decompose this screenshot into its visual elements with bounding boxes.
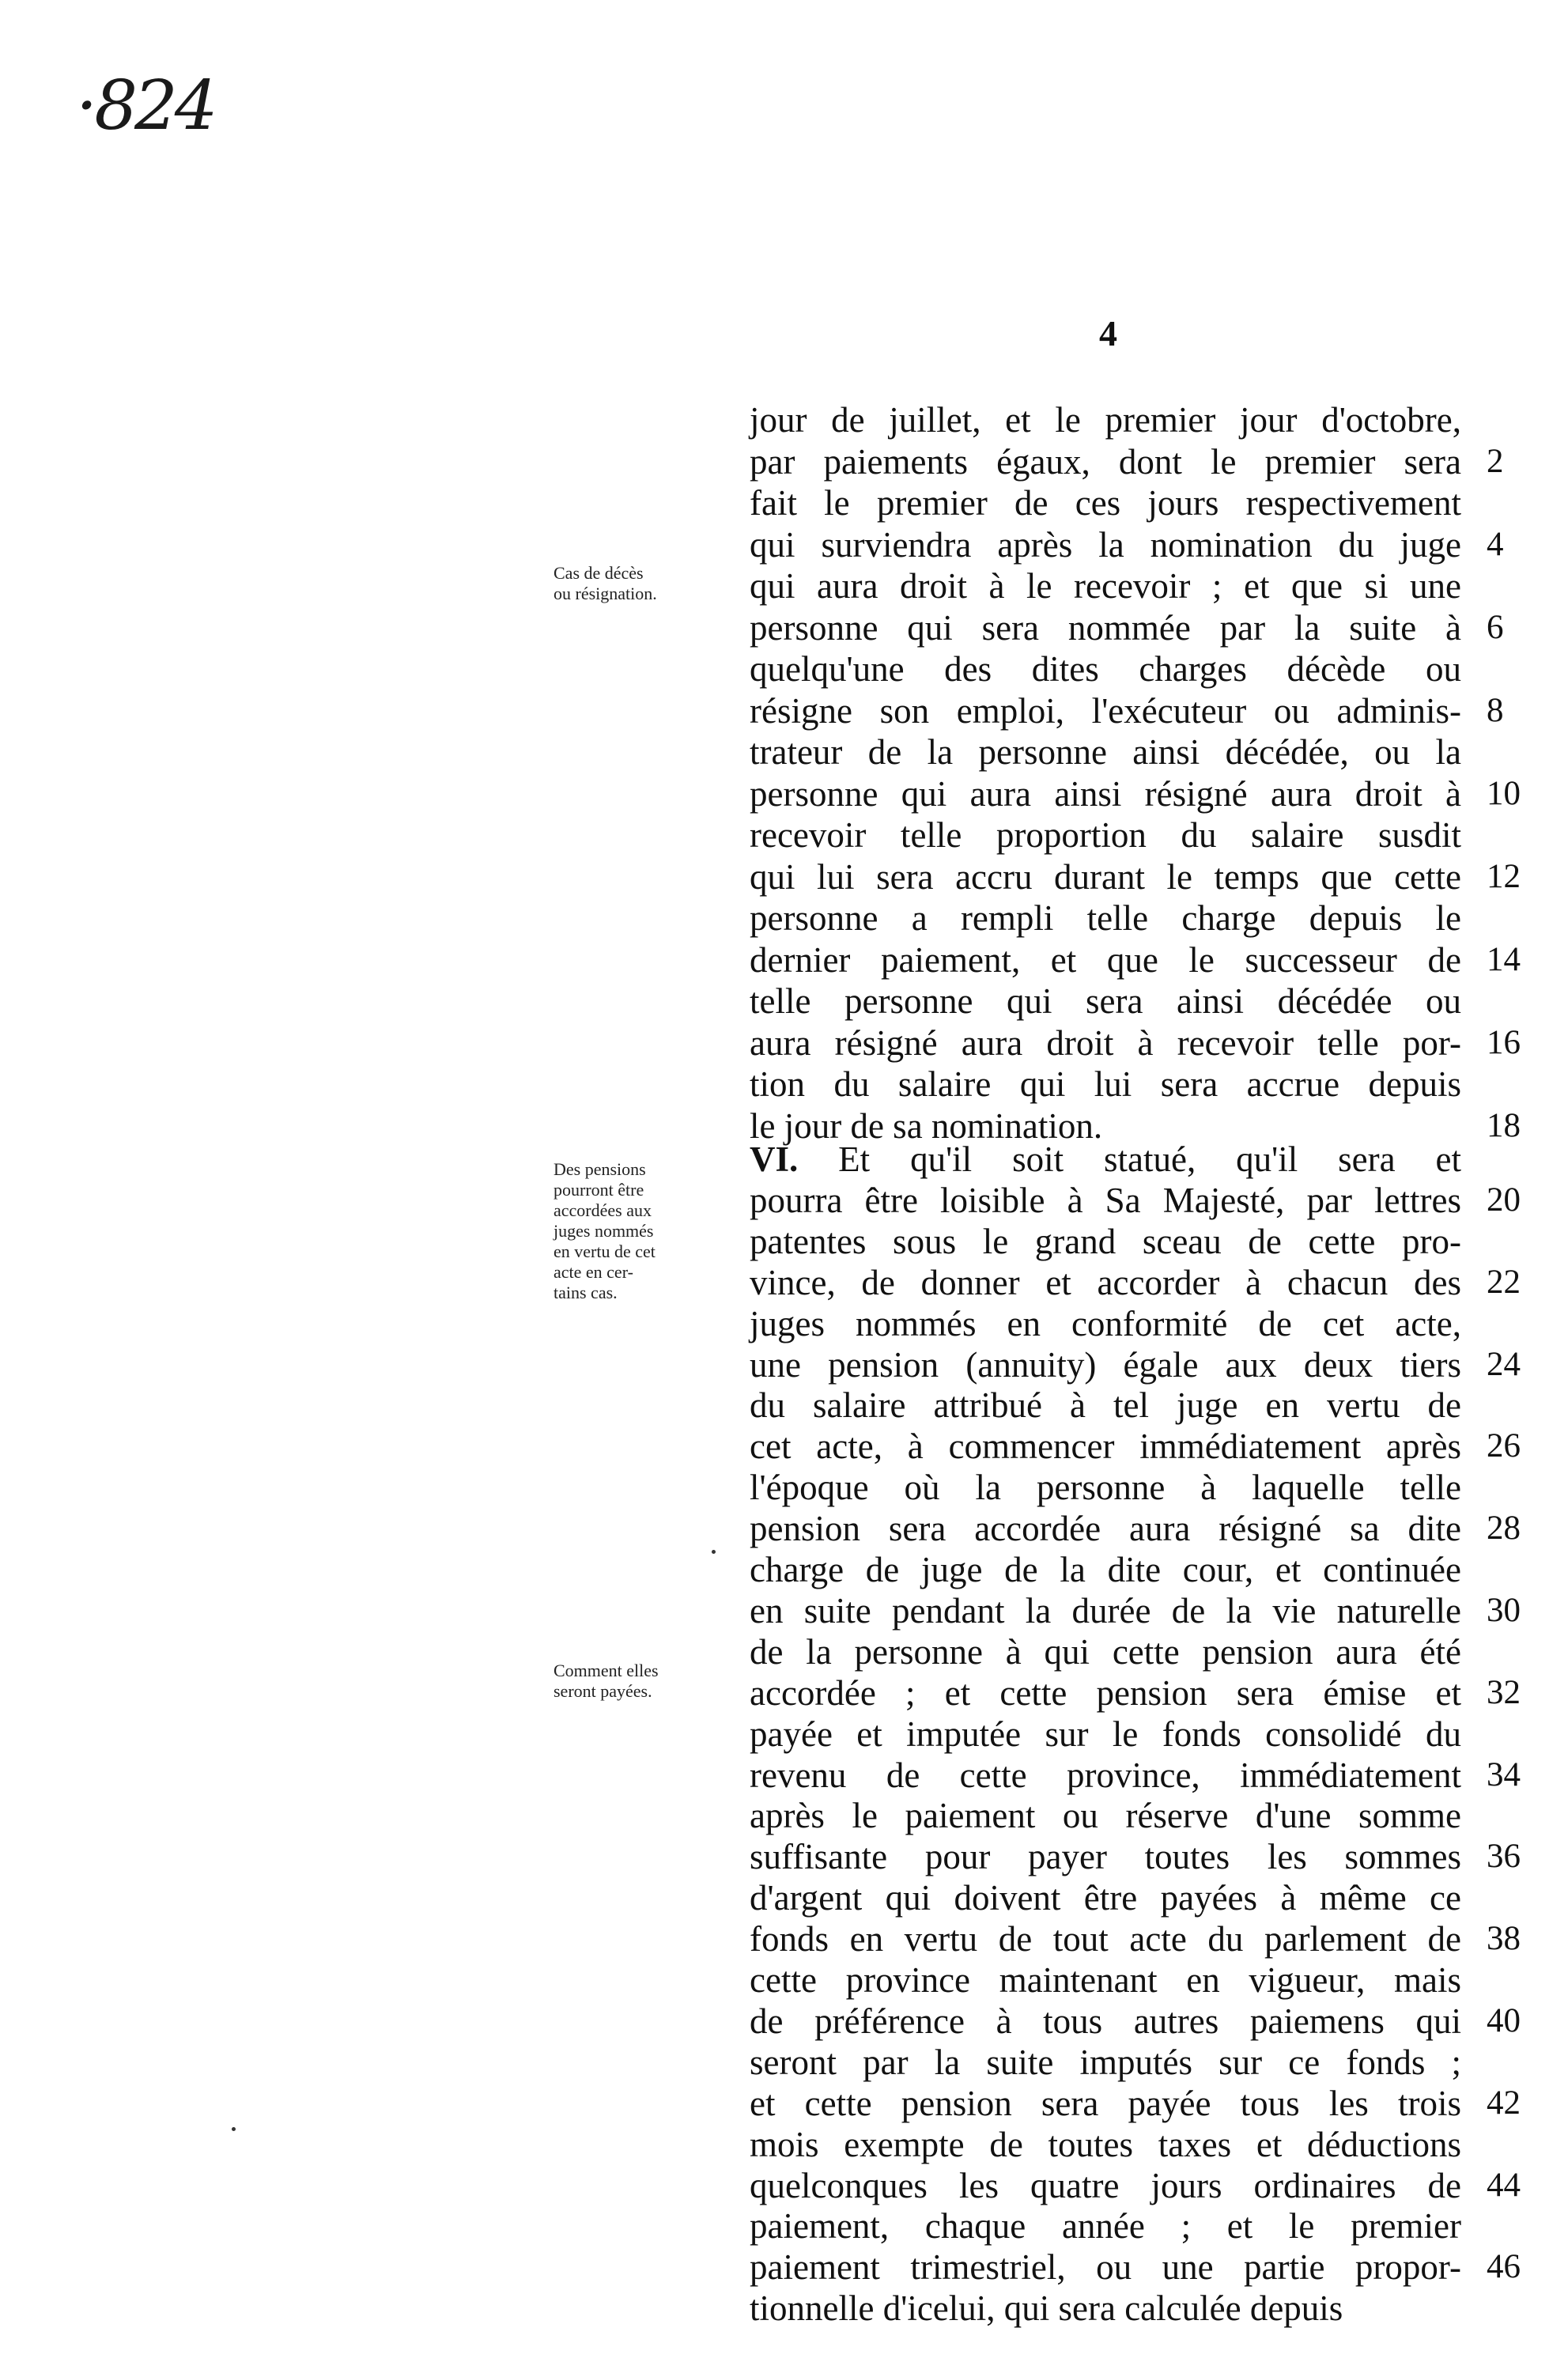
- text-line: en suite pendant la durée de la vie naturelle: [750, 1590, 1461, 1631]
- margin-note-line: Comment elles: [554, 1661, 659, 1680]
- stray-mark: [712, 1550, 716, 1554]
- line-number: 26: [1487, 1427, 1521, 1465]
- section-number: VI.: [750, 1139, 799, 1179]
- margin-note-line: ou résignation.: [554, 584, 657, 603]
- text-line: personne a rempli telle charge depuis le: [750, 898, 1461, 938]
- text-line: suffisante pour payer toutes les sommes: [750, 1837, 1461, 1877]
- text-line: d'argent qui doivent être payées à même ce: [750, 1878, 1461, 1918]
- text-line: trateur de la personne ainsi décédée, ou la: [750, 732, 1461, 772]
- line-number: 6: [1487, 608, 1504, 646]
- margin-note-cas-de-deces: [554, 563, 708, 604]
- margin-note-line: seront payées.: [554, 1681, 652, 1701]
- text-line: jour de juillet, et le premier jour d'octobre,: [750, 400, 1461, 440]
- line-number: 46: [1487, 2248, 1521, 2286]
- text-line: du salaire attribué à tel juge en vertu de: [750, 1385, 1461, 1426]
- line-number: 36: [1487, 1838, 1521, 1876]
- text-line: de la personne à qui cette pension aura été: [750, 1631, 1461, 1672]
- line-number: 34: [1487, 1755, 1521, 1793]
- text-line: de préférence à tous autres paiemens qui: [750, 2001, 1461, 2041]
- line-number: 20: [1487, 1181, 1521, 1219]
- text-line: VI. Et qu'il soit statué, qu'il sera et: [750, 1139, 1461, 1179]
- line-number: 22: [1487, 1263, 1521, 1301]
- line-number: 12: [1487, 857, 1521, 895]
- text-line: quelqu'une des dites charges décède ou: [750, 649, 1461, 689]
- text-line: paiement, chaque année ; et le premier: [750, 2206, 1461, 2247]
- page-number: 4: [1099, 313, 1117, 353]
- text-line: revenu de cette province, immédiatement: [750, 1755, 1461, 1795]
- margin-note-line: Cas de décès: [554, 563, 644, 583]
- text-line: par paiements égaux, dont le premier sera: [750, 441, 1461, 482]
- margin-note-line: accordées aux: [554, 1200, 652, 1220]
- line-number: 32: [1487, 1673, 1521, 1711]
- line-number: 14: [1487, 940, 1521, 978]
- text-line: seront par la suite imputés sur ce fonds ;: [750, 2042, 1461, 2082]
- line-number: 24: [1487, 1345, 1521, 1383]
- text-line: tion du salaire qui lui sera accrue depuis: [750, 1064, 1461, 1104]
- margin-note-line: pourront être: [554, 1180, 644, 1200]
- margin-note-line: acte en cer-: [554, 1262, 633, 1282]
- line-number: 28: [1487, 1510, 1521, 1548]
- text-line: l'époque où la personne à laquelle telle: [750, 1468, 1461, 1508]
- margin-note-line: juges nommés: [554, 1221, 654, 1241]
- text-line: recevoir telle proportion du salaire susdit: [750, 815, 1461, 855]
- text-line: qui aura droit à le recevoir ; et que si une: [750, 566, 1461, 606]
- line-number: 10: [1487, 774, 1521, 812]
- margin-note-des-pensions: [554, 1159, 708, 1303]
- stray-mark: [232, 2127, 236, 2131]
- text-line: cette province maintenant en vigueur, mais: [750, 1960, 1461, 2000]
- text-line: quelconques les quatre jours ordinaires de: [750, 2165, 1461, 2205]
- text-line: le jour de sa nomination.: [750, 1105, 1103, 1146]
- handwritten-folio-mark: ·824: [76, 66, 215, 145]
- text-line: après le paiement ou réserve d'une somme: [750, 1796, 1461, 1836]
- text-line: patentes sous le grand sceau de cette pro-: [750, 1221, 1461, 1261]
- text-line: cet acte, à commencer immédiatement après: [750, 1427, 1461, 1467]
- margin-note-line: Des pensions: [554, 1159, 646, 1179]
- line-number: 16: [1487, 1023, 1521, 1061]
- margin-note-line: tains cas.: [554, 1283, 618, 1302]
- line-number: 8: [1487, 691, 1504, 729]
- text-line: telle personne qui sera ainsi décédée ou: [750, 981, 1461, 1021]
- text-line: tionnelle d'icelui, qui sera calculée depuis: [750, 2288, 1343, 2329]
- line-number: 18: [1487, 1106, 1521, 1144]
- text-line: aura résigné aura droit à recevoir telle por-: [750, 1022, 1461, 1063]
- text-line: personne qui sera nommée par la suite à: [750, 607, 1461, 648]
- line-number: 40: [1487, 2001, 1521, 2039]
- text-line: qui lui sera accru durant le temps que cette: [750, 856, 1461, 897]
- text-line: vince, de donner et accorder à chacun des: [750, 1262, 1461, 1302]
- text-line: dernier paiement, et que le successeur de: [750, 939, 1461, 980]
- text-line: juges nommés en conformité de cet acte,: [750, 1303, 1461, 1343]
- margin-note-line: en vertu de cet: [554, 1241, 656, 1261]
- text-line: personne qui aura ainsi résigné aura droit à: [750, 773, 1461, 814]
- line-number: 4: [1487, 525, 1504, 563]
- line-number: 2: [1487, 442, 1504, 480]
- text-line: paiement trimestriel, ou une partie propor-: [750, 2247, 1461, 2288]
- line-number: 44: [1487, 2166, 1521, 2204]
- text-line: une pension (annuity) égale aux deux tiers: [750, 1344, 1461, 1385]
- margin-note-comment-elles: [554, 1661, 708, 1702]
- text-line: pension sera accordée aura résigné sa dite: [750, 1509, 1461, 1549]
- text-line: fonds en vertu de tout acte du parlement de: [750, 1919, 1461, 1959]
- line-number: 42: [1487, 2084, 1521, 2122]
- text-line: payée et imputée sur le fonds consolidé du: [750, 1714, 1461, 1754]
- text-line: et cette pension sera payée tous les trois: [750, 2083, 1461, 2123]
- text-line: mois exempte de toutes taxes et déductions: [750, 2124, 1461, 2164]
- text-line: accordée ; et cette pension sera émise et: [750, 1672, 1461, 1713]
- text-line: résigne son emploi, l'exécuteur ou adminis-: [750, 690, 1461, 731]
- line-number: 38: [1487, 1920, 1521, 1958]
- line-number: 30: [1487, 1591, 1521, 1629]
- text-line: fait le premier de ces jours respectivement: [750, 483, 1461, 523]
- text-line: pourra être loisible à Sa Majesté, par lettres: [750, 1180, 1461, 1220]
- text-line: charge de juge de la dite cour, et continuée: [750, 1550, 1461, 1589]
- text-line: qui surviendra après la nomination du juge: [750, 524, 1461, 565]
